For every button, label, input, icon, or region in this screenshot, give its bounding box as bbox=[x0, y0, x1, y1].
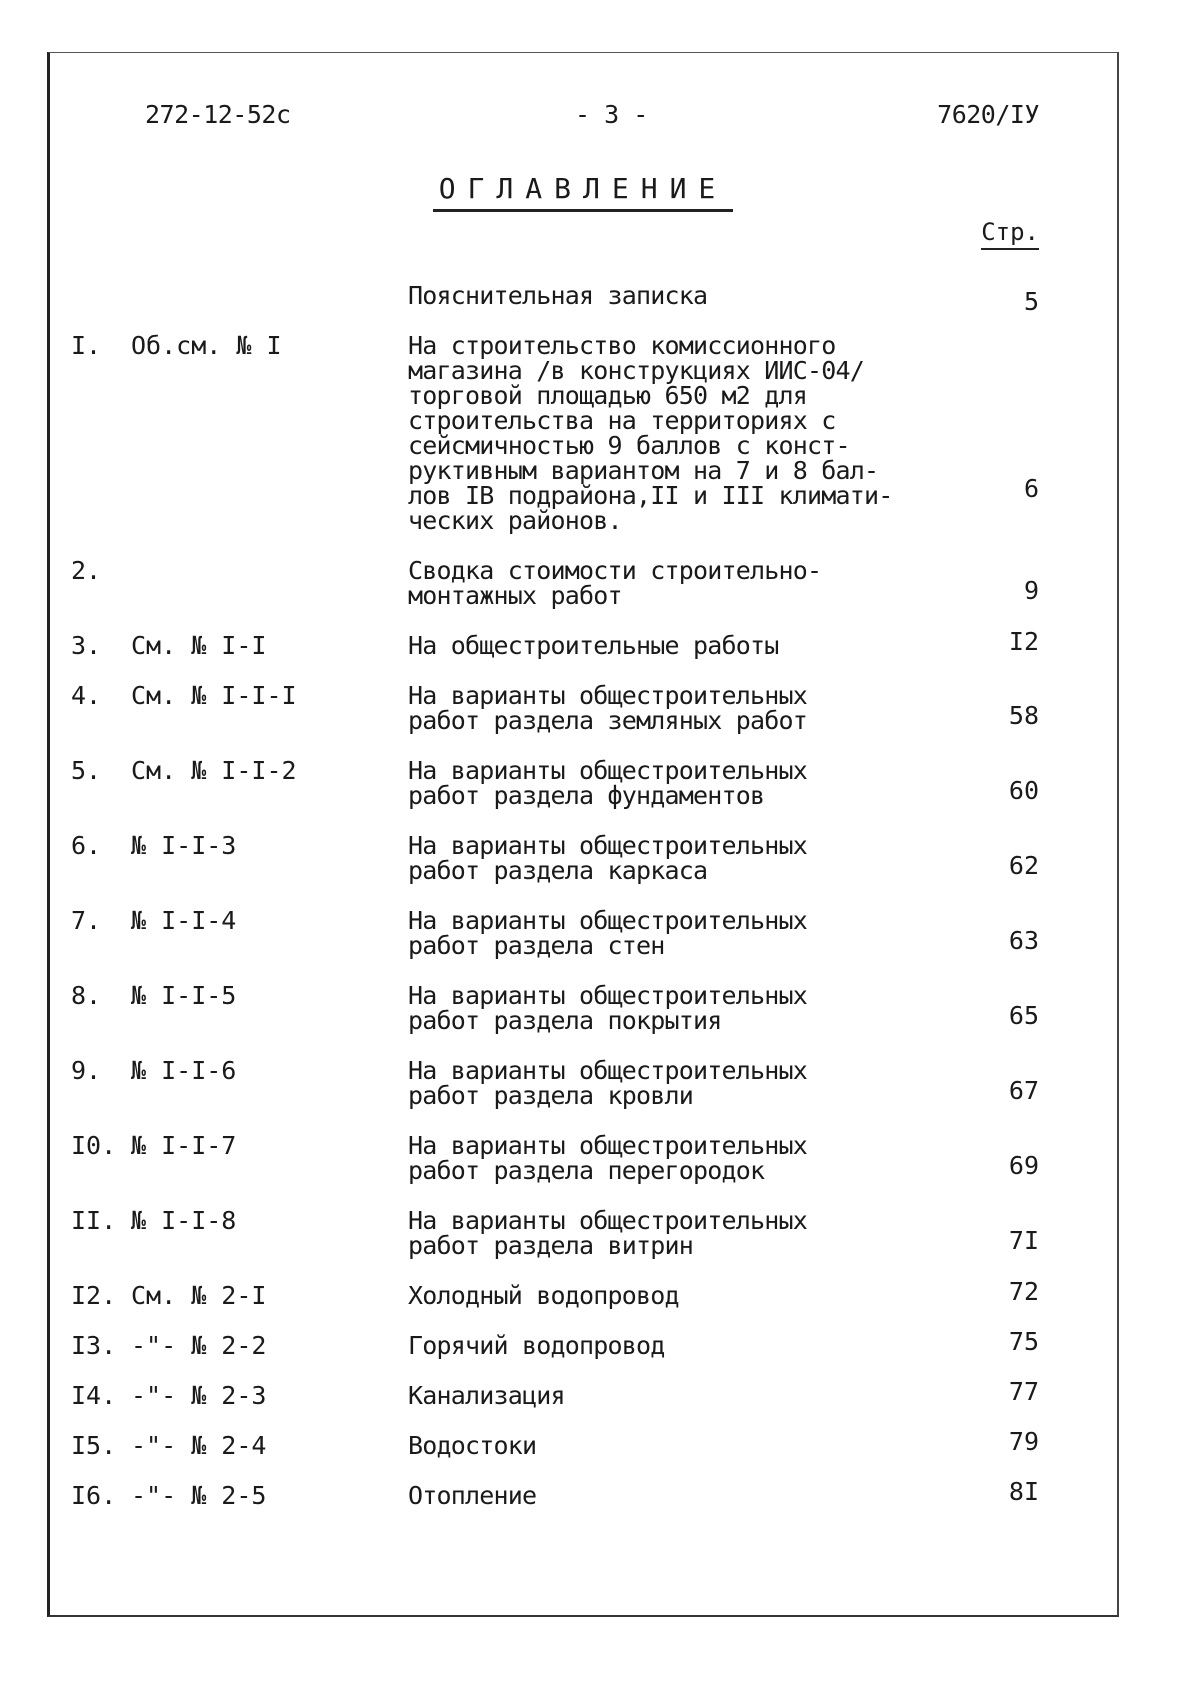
toc-number: 8. bbox=[71, 981, 102, 1010]
toc-page: 79 bbox=[1008, 1427, 1039, 1456]
series-number: 7620/IУ bbox=[937, 100, 1039, 129]
page-column-header: Стр. bbox=[981, 218, 1039, 250]
toc-page: 77 bbox=[1008, 1377, 1039, 1406]
toc-page: 72 bbox=[1008, 1277, 1039, 1306]
toc-page: 6 bbox=[1023, 474, 1039, 503]
toc-page: 62 bbox=[1008, 851, 1039, 880]
toc-page: 5 bbox=[1023, 287, 1039, 316]
toc-number: 2. bbox=[71, 556, 102, 585]
toc-number: 4. bbox=[71, 681, 102, 710]
toc-page: 7I bbox=[1008, 1226, 1039, 1255]
toc-description: Водостоки bbox=[408, 1431, 537, 1460]
toc-page: 60 bbox=[1008, 776, 1039, 805]
toc-reference: -"- № 2-5 bbox=[131, 1481, 267, 1510]
toc-reference: См. № I-I bbox=[131, 631, 267, 660]
toc-number: I2. bbox=[71, 1281, 117, 1310]
document-code: 272-12-52c bbox=[145, 100, 291, 129]
toc-number: II. bbox=[71, 1206, 117, 1235]
toc-number: I3. bbox=[71, 1331, 117, 1360]
toc-number: I5. bbox=[71, 1431, 117, 1460]
toc-description: На варианты общестроительных работ раздела кровли bbox=[408, 1056, 808, 1110]
toc-reference: См. № 2-I bbox=[131, 1281, 267, 1310]
toc-reference: № I-I-7 bbox=[131, 1131, 237, 1160]
toc-description: На варианты общестроительных работ раздела фундаментов bbox=[408, 756, 808, 810]
toc-number: 5. bbox=[71, 756, 102, 785]
toc-description: Канализация bbox=[408, 1381, 565, 1410]
toc-description: На варианты общестроительных работ раздела каркаса bbox=[408, 831, 808, 885]
toc-page: 9 bbox=[1023, 576, 1039, 605]
toc-description: На варианты общестроительных работ раздела перегородок bbox=[408, 1131, 808, 1185]
toc-page: 65 bbox=[1008, 1001, 1039, 1030]
toc-reference: № I-I-8 bbox=[131, 1206, 237, 1235]
toc-description: Пояснительная записка bbox=[408, 281, 708, 310]
toc-page: 63 bbox=[1008, 926, 1039, 955]
toc-reference: № I-I-6 bbox=[131, 1056, 237, 1085]
toc-page: 58 bbox=[1008, 701, 1039, 730]
toc-description: На варианты общестроительных работ раздела земляных работ bbox=[408, 681, 808, 735]
page-number: - 3 - bbox=[575, 100, 648, 129]
toc-reference: Об.см. № I bbox=[131, 331, 282, 360]
toc-number: I6. bbox=[71, 1481, 117, 1510]
toc-description: На варианты общестроительных работ раздела покрытия bbox=[408, 981, 808, 1035]
toc-page: I2 bbox=[1008, 627, 1039, 656]
toc-description: Отопление bbox=[408, 1481, 537, 1510]
toc-reference: См. № I-I-2 bbox=[131, 756, 297, 785]
toc-reference: -"- № 2-2 bbox=[131, 1331, 267, 1360]
toc-number: I. bbox=[71, 331, 102, 360]
toc-description: На общестроительные работы bbox=[408, 631, 779, 660]
toc-reference: № I-I-5 bbox=[131, 981, 237, 1010]
toc-page: 75 bbox=[1008, 1327, 1039, 1356]
toc-number: 9. bbox=[71, 1056, 102, 1085]
toc-reference: № I-I-3 bbox=[131, 831, 237, 860]
toc-description: На строительство комиссионного магазина /в конструкциях ИИС-04/ торговой площадью 650 м2 для строительства на территориях с сейсмичностью 9 баллов с конст- руктивным вариантом на 7 и 8 бал- лов IB подрайона,II и III климати- ческих районов. bbox=[408, 331, 893, 535]
toc-reference: -"- № 2-3 bbox=[131, 1381, 267, 1410]
toc-page: 67 bbox=[1008, 1076, 1039, 1105]
toc-reference: № I-I-4 bbox=[131, 906, 237, 935]
toc-number: 7. bbox=[71, 906, 102, 935]
toc-description: На варианты общестроительных работ раздела витрин bbox=[408, 1206, 808, 1260]
toc-description: На варианты общестроительных работ раздела стен bbox=[408, 906, 808, 960]
toc-number: I0. bbox=[71, 1131, 117, 1160]
toc-reference: См. № I-I-I bbox=[131, 681, 297, 710]
toc-page: 8I bbox=[1008, 1477, 1039, 1506]
toc-number: 6. bbox=[71, 831, 102, 860]
toc-reference: -"- № 2-4 bbox=[131, 1431, 267, 1460]
toc-description: Холодный водопровод bbox=[408, 1281, 679, 1310]
toc-description: Горячий водопровод bbox=[408, 1331, 665, 1360]
toc-number: 3. bbox=[71, 631, 102, 660]
toc-page: 69 bbox=[1008, 1151, 1039, 1180]
page-title: ОГЛАВЛЕНИЕ bbox=[433, 172, 733, 212]
toc-number: I4. bbox=[71, 1381, 117, 1410]
toc-description: Сводка стоимости строительно- монтажных работ bbox=[408, 556, 822, 610]
